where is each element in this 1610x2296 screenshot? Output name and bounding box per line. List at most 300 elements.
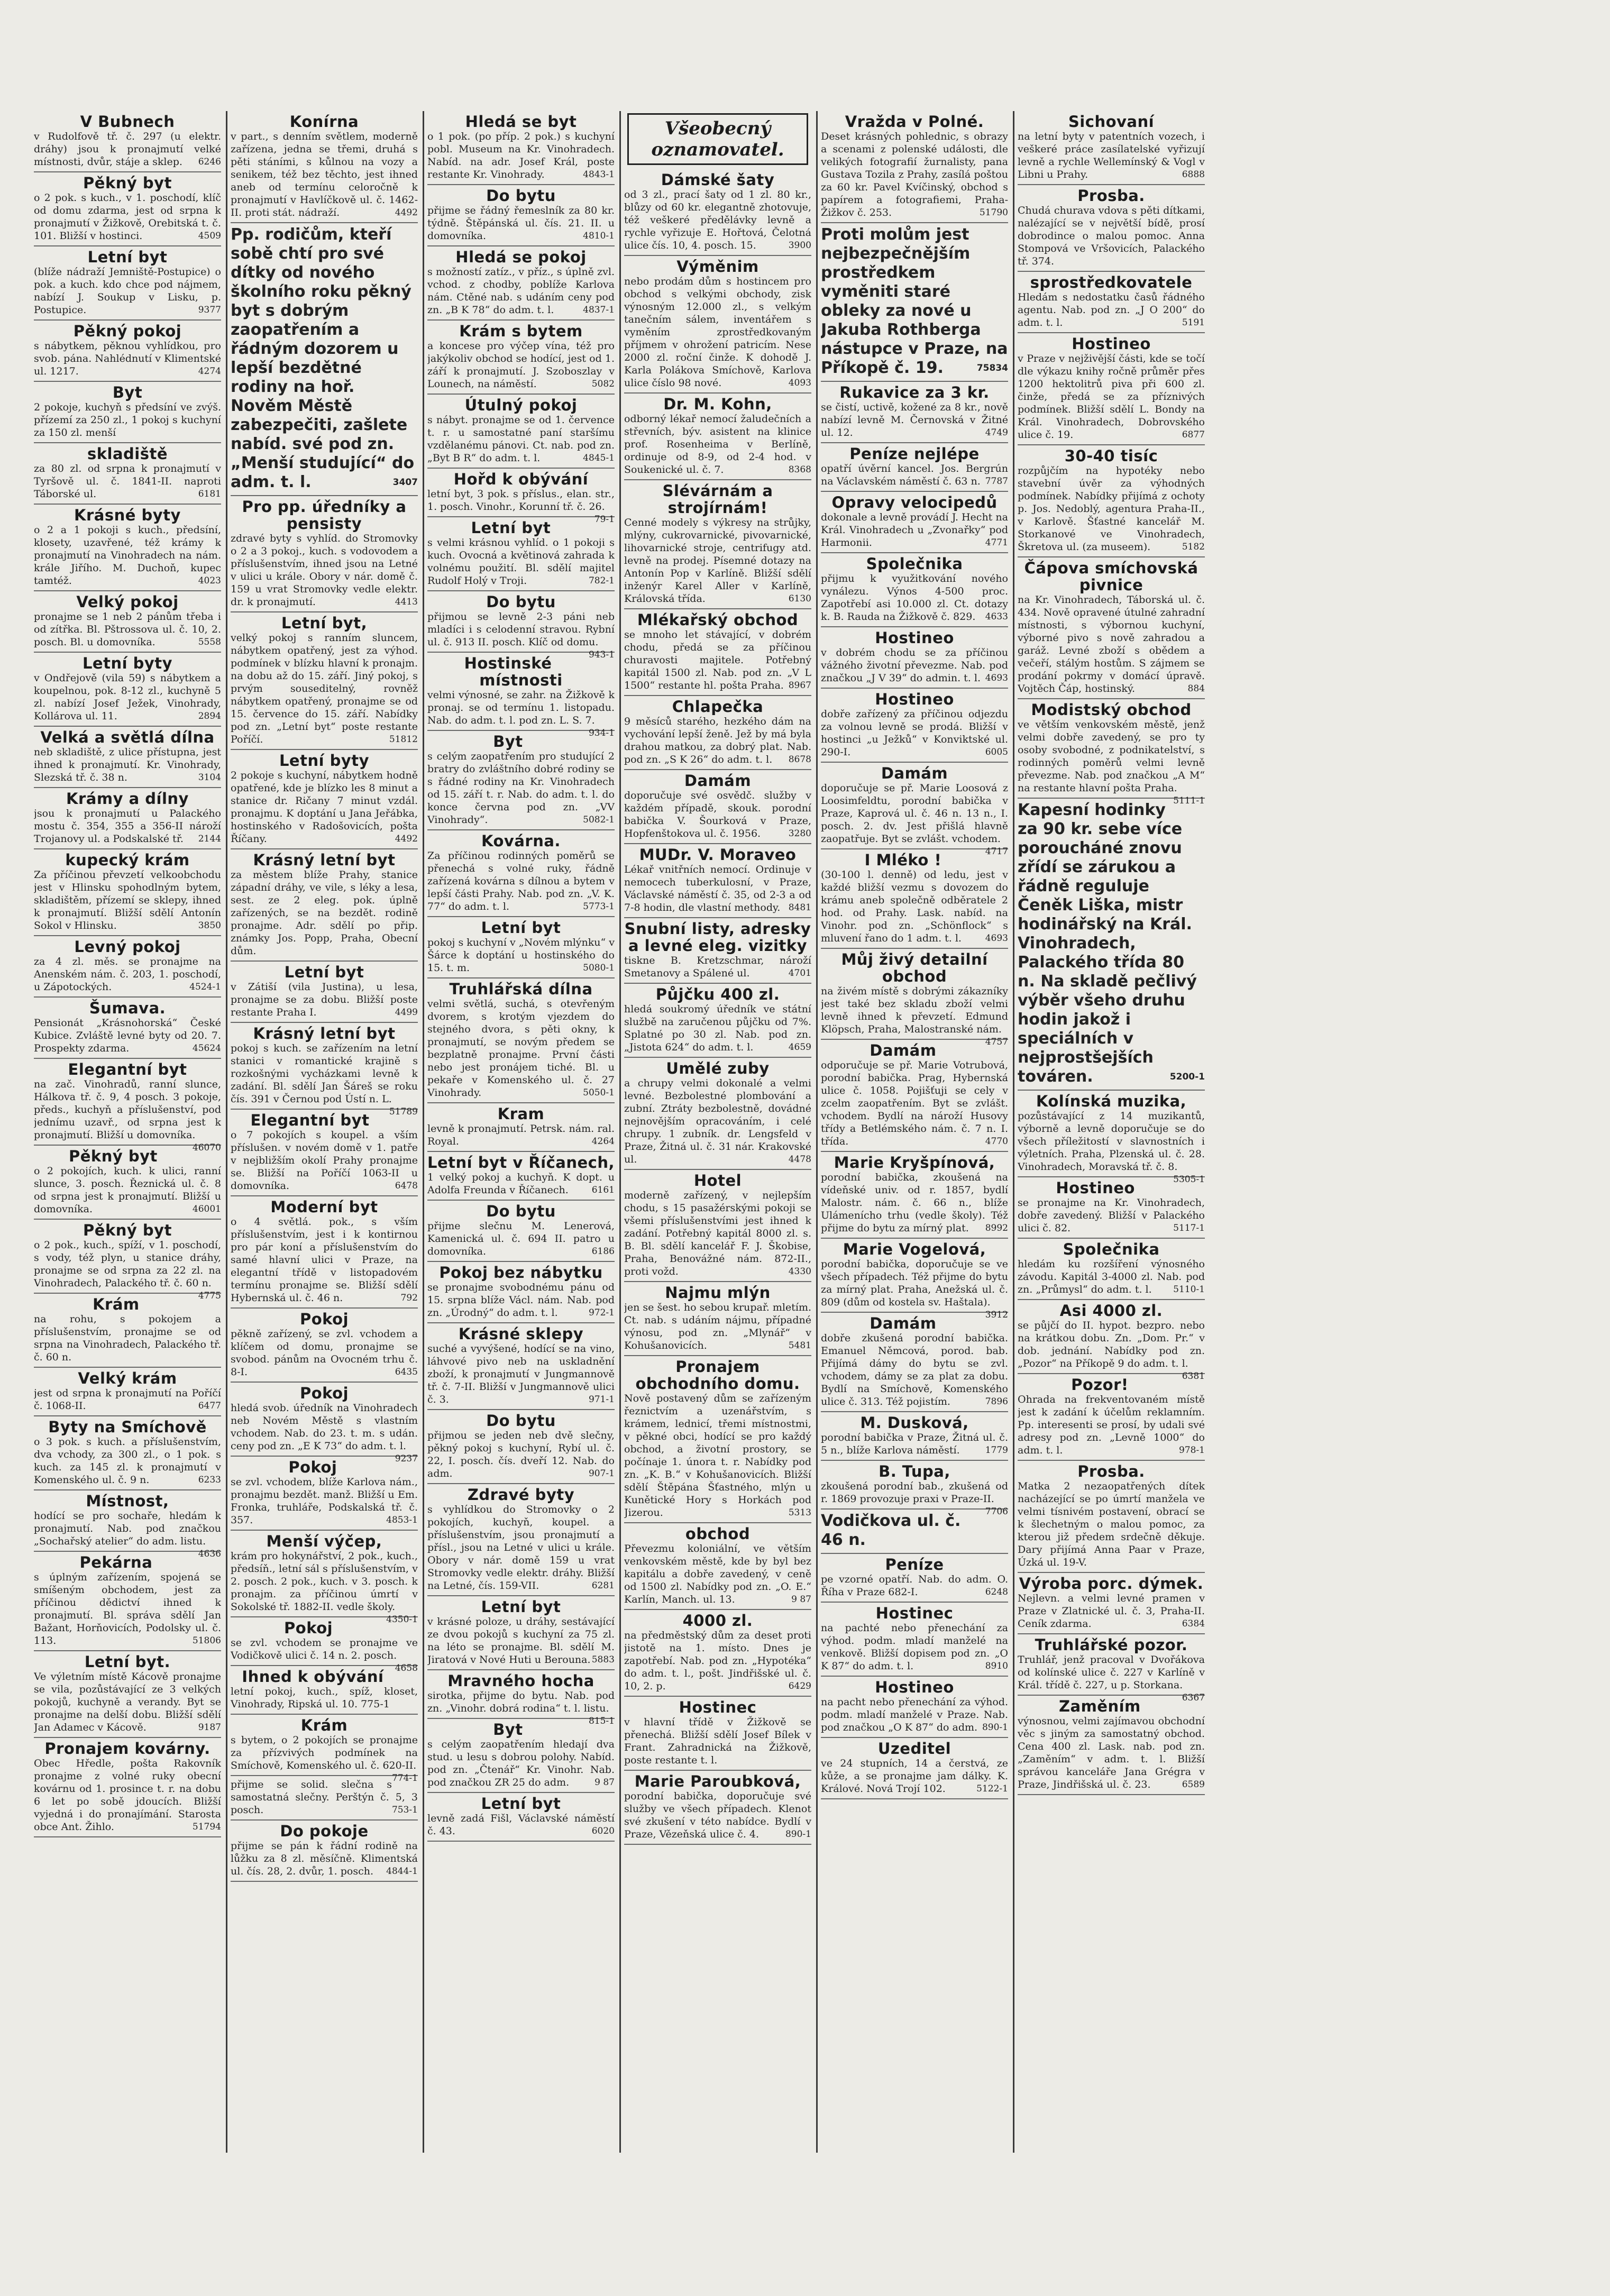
classified-ad: [1018, 799, 1205, 1091]
ad-title: I Mléko !: [864, 851, 942, 869]
classified-ad: [821, 1152, 1008, 1239]
ad-body: zdravé byty s vyhlíd. do Stromovky o 2 a 3 pokoj., kuch. s vodovodem a příslušenstvím, ihned jsou na Letné v ulici u krále. Obory v nár. domě č. 159 u vrat Stromovky vedle elektr. dr. k pronajmutí.: [231, 533, 418, 608]
classified-ad: [1018, 699, 1205, 806]
classified-ad: [34, 443, 221, 505]
ad-title: Opravy velocipedů: [831, 493, 998, 511]
ad-body: velký pokoj s ranním sluncem, nábytkem opatřený, jest za výhod. podmínek v blízku hlavní k pronajm. na dobu až do 15. září. Jiný pokoj, s prvým souseditelný, rovněž nábytkem opatřený, pronajme se od 15. července do 15. září. Nabídky pod zn. „Letní byt“ poste restante Poříčí.: [231, 632, 418, 745]
ad-number: 4749: [985, 427, 1008, 438]
ad-number: 6005: [985, 747, 1008, 757]
ad-number: 8992: [985, 1223, 1008, 1233]
ad-title: Krámy a dílny: [66, 790, 189, 808]
classified-ad: [624, 984, 811, 1058]
ad-text: [231, 769, 418, 845]
ad-body: pozůstávající z 14 muzikantů, výborně a levně doporučuje se do všech příležitostí v slavnostních i výletních. Praha, Plzenská ul. č. 28. Vinohradech, Moravská tř. č. 8.: [1018, 1110, 1205, 1173]
classified-ad: [1018, 1300, 1205, 1382]
ad-number: 4093: [788, 378, 811, 388]
ad-text: [427, 1429, 615, 1480]
ad-number: 7896: [985, 1396, 1008, 1407]
ad-body: porodní babička, zkoušená na vídeňské univ. od r. 1857, bydlí Malostr. nám. č. 66 n., blíže Ulámenícho trhu (vedle školy). Též přijme do bytu za mírný plat.: [821, 1172, 1008, 1234]
ad-text: [821, 868, 1008, 945]
classified-ad: [821, 1738, 1008, 1799]
ad-body: na pachté nebo přenechání za výhod. podm. mladí manželé na venkově. Bližší dopisem pod zn. „O K 87“ do adm. t. l.: [821, 1622, 1008, 1672]
ad-body: 1 velký pokoj a kuchyň. K dopt. u Adolfa Freunda v Říčanech.: [427, 1172, 615, 1196]
ad-number: 774-1: [391, 1773, 418, 1783]
ad-number: 4775: [198, 1291, 221, 1301]
ad-number: 6161: [591, 1185, 615, 1195]
column-rule: [816, 111, 818, 2153]
ad-text: [1018, 1592, 1205, 1630]
ad-body: s vyhlídkou do Stromovky o 2 pokojích, kuchyň, koupel. a příslušenstvím, jsou pronajmutí a přísl., jsou na Letné v ulici u krále. Obory v nár. domě 159 u vrat Stromovky vedle elektr. dráhy. Bližší na Letné, čís. 159-VII.: [427, 1504, 615, 1591]
ad-text: [821, 572, 1008, 623]
ad-title: Můj živý detailní obchod: [841, 950, 988, 985]
ad-title: obchod: [685, 1525, 751, 1543]
ad-title: Damám: [870, 1041, 937, 1059]
ad-number: 51789: [389, 1106, 418, 1117]
ad-body: levně zadá Fišl, Václavské náměstí č. 43.: [427, 1813, 615, 1837]
ad-number: 4771: [985, 537, 1008, 548]
classified-ad: [427, 1596, 615, 1670]
column-4: [624, 111, 811, 2153]
ad-number: 978-1: [1178, 1445, 1205, 1456]
classified-ad: [624, 1523, 811, 1610]
ad-body: se zvl. vchodem se pronajme ve Vodičkově ulici č. 14 n. 2. posch.: [231, 1637, 418, 1661]
ad-title: Modistský obchod: [1031, 701, 1192, 719]
ad-body: s možností zatíz., v příz., s úplně zvl. vchod. z chodby, poblíže Karlova nám. Ctěné nab. s udáním ceny pod zn. „B K 78“ do adm. t. l.: [427, 266, 615, 316]
classified-ad: [231, 1776, 418, 1821]
ad-title: Výroba porc. dýmek.: [1019, 1575, 1204, 1593]
ad-number: 8368: [788, 464, 811, 475]
classified-ad: [1018, 185, 1205, 272]
ad-number: 5481: [788, 1340, 811, 1351]
ad-body: Lékař vnitřních nemocí. Ordinuje v nemocech tuberkulosní, v Praze, Václavské náměstí č. 35, od 2-3 a od 7-8 hodin, dle vlastní methody.: [624, 864, 811, 913]
ad-number: 5883: [591, 1654, 615, 1665]
ad-number: 6130: [788, 593, 811, 604]
ad-text: [427, 1122, 615, 1148]
ad-text: [34, 807, 221, 845]
ad-number: 5200-1: [1169, 1072, 1205, 1082]
ad-number: 9377: [198, 305, 221, 315]
classified-ad: [427, 978, 615, 1103]
ad-number: 4701: [788, 968, 811, 978]
ad-text: [821, 1059, 1008, 1148]
classified-ad: [821, 1313, 1008, 1412]
ad-title: Damám: [870, 1314, 937, 1332]
ad-number: 4844-1: [386, 1866, 418, 1877]
ad-body: o 2 pok. s kuch., v 1. poschodí, klíč od domu zdarma, jest od srpna k pronajmutí v Žižkově, Orebitská t. č. 101. Bližší v hostinci.: [34, 192, 221, 242]
classified-ad: [231, 1383, 418, 1464]
ad-title: Šumava.: [89, 999, 166, 1017]
ad-number: 4636: [198, 1549, 221, 1559]
ad-number: 6478: [395, 1181, 418, 1191]
ad-body: neb skladiště, z ulice přístupna, jest ihned k pronajmutí. Kr. Vinohrady, Slezská tř. č. 38 n.: [34, 746, 221, 783]
classified-ad: [34, 1368, 221, 1416]
ad-title: Letní byt v Říčanech,: [427, 1154, 615, 1172]
classified-ad: [231, 1309, 418, 1383]
classified-ad: [34, 1738, 221, 1837]
ad-number: 782-1: [588, 575, 615, 586]
ad-title: Pěkný byt: [69, 1147, 158, 1165]
ad-text: [34, 1510, 221, 1559]
ad-text: [1018, 352, 1205, 441]
classified-ad: [427, 653, 615, 738]
ad-title: Do pokoje: [280, 1822, 369, 1840]
ad-body: od 3 zl., prací šaty od 1 zl. 80 kr., blůzy od 60 kr. elegantně zhotovuje, též veškeré předělávky levně a rychle vyřizuje E. Hořtová, Čelotná ulice čís. 10, 4. posch. 15.: [624, 189, 811, 251]
ad-title: Dr. M. Kohn,: [663, 395, 772, 413]
ad-title: Pro pp. úředníky a pensisty: [242, 498, 407, 533]
ad-number: 4693: [985, 933, 1008, 944]
ad-body: 9 měsíců starého, hezkého dám na vychování lepší ženě. Jež by má byla drahou matkou, za dobrý plat. Nab. pod zn. „S K 26“ do adm. t. l.: [624, 716, 811, 765]
ad-body: na Kr. Vinohradech, Táborská ul. č. 434. Nově opravené útulné zahradní místnosti, s výbornou kuchyní, výborné pivo s nově zahradou a garáž. Levné zboží s obědem a večeří, stálým hostům. S zájmem se prodání pokrmy v domácí úpravě. Vojtěch Čáp, hostinský.: [1018, 594, 1205, 694]
ad-body: Nejlevn. a velmi levné pramen v Praze v Zlatnické ul. č. 3, Praha-II. Ceník zdarma.: [1018, 1593, 1205, 1630]
ad-title: Půjčku 400 zl.: [655, 985, 780, 1003]
ad-number: 51794: [192, 1822, 221, 1832]
ad-title: Hostinec: [875, 1604, 954, 1622]
ad-text: [821, 1332, 1008, 1408]
ad-title: Zdravé byty: [467, 1486, 575, 1504]
ad-body: přijmou se jeden neb dvě slečny, pěkný pokoj s kuchyní, Rybí ul. č. 22, I. posch. čís. dveří 12. Nab. do adm.: [427, 1430, 615, 1479]
ad-number: 3104: [198, 772, 221, 783]
ad-title: Hledá se pokoj: [455, 248, 587, 266]
ad-text: [821, 708, 1008, 758]
ad-title: kupecký krám: [65, 851, 190, 869]
ad-title: Hledá se byt: [465, 113, 577, 131]
ad-text: [231, 868, 418, 957]
ad-number: 4658: [395, 1663, 418, 1673]
ad-number: 9237: [395, 1453, 418, 1464]
ad-body: hledá svob. úředník na Vinohradech neb Novém Městě s vlastním vchodem. Nab. do 23. t. m. s udán. ceny pod zn. „E K 73“ do adm. t. l.: [231, 1402, 418, 1452]
classified-ad: [231, 1196, 418, 1309]
ad-body: Cenné modely s výkresy na strůjky, mlýny, cukrovarnické, pivovarnické, lihovarnické stroje, centrifugy atd. levně na prodej. Písemné dotazy na Antonín Pop v Karlíně. Bližší sdělí inženýr Karel Aller v Karlíně, Královská třída.: [624, 517, 811, 605]
ad-body: Nově postavený dům se zařízeným řeznictvím a uzenářstvím, s krámem, lednicí, třemi místnostmi, v pěkné obci, hodící se pro každý obchod, a životní prostory, se počínaje 1. února t. r. Nabídky pod zn. „K. B.“ v Kohušanovicích. Bližší sdělí Štěpána Šťastného, mlýn u Kunětické Hory s Horkách pod Jizerou.: [624, 1393, 811, 1519]
classified-ad: [624, 1170, 811, 1282]
ad-body: výnosnou, velmi zajímavou obchodní věc s jiným za samostatný obchod. Cena 400 zl. Lask. nab. pod zn. „Zaměním“ v adm. t. l. Bližší správou kanceláře Jana Grégra v Praze, Jindřišská ul. č. 23.: [1018, 1715, 1205, 1790]
ad-body: porodní babička, doporučuje své služby ve všech případech. Klenot své zkušení v této nabídce. Bydlí v Praze, Vězeňská ulice č. 4.: [624, 1790, 811, 1840]
classified-ad: [427, 395, 615, 469]
ad-body: sirotka, přijme do bytu. Nab. pod zn. „Vinohr. dobrá rodina“ t. l. listu.: [427, 1690, 615, 1714]
ad-title: Chlapečka: [672, 698, 764, 716]
ad-text: [34, 1017, 221, 1055]
ad-number: 4264: [591, 1136, 615, 1147]
ad-body: levně k pronajmutí. Petrsk. nám. ral. Royal.: [427, 1123, 615, 1147]
classified-ad: [231, 612, 418, 750]
ad-text: [34, 1387, 221, 1412]
ad-number: 943-1: [588, 650, 615, 660]
ad-body: Pensionát „Krásnohorská“ České Kubice. Zvláště levné byty od 20. 7. Prospekty zdarma.: [34, 1017, 221, 1054]
ad-text: [34, 340, 221, 378]
classified-ad: [231, 496, 418, 612]
ad-title: Moderní byt: [270, 1198, 378, 1216]
classified-ad: [427, 1152, 615, 1201]
classified-ad: [231, 1110, 418, 1196]
ad-title: Velký pokoj: [76, 593, 179, 611]
ad-number: 46070: [192, 1142, 221, 1153]
classified-ad: [34, 1059, 221, 1153]
ad-title: Kolínská muzika,: [1036, 1092, 1187, 1110]
ad-body: v krásné poloze, u dráhy, sestávající ze dvou pokojů s kuchyní za 75 zl. na léto se pronajme. Bl. sdělí M. Jiratová v Nové Huti u Berouna.: [427, 1616, 615, 1666]
ad-body: s nábytkem, pěknou vyhlídkou, pro svob. pána. Nahlédnutí v Klimentské ul. 1217.: [34, 340, 221, 377]
ad-body: o 7 pokojích s koupel. a vším příslušen. v novém domě v 1. patře v nejbližším okolí Prahy pronajme se. Bližší na Poříčí 1063-II u domovníka.: [231, 1129, 418, 1192]
ad-number: 6877: [1182, 429, 1205, 440]
ad-number: 972-1: [588, 1307, 615, 1318]
ad-body: se půjčí do II. hypot. bezpro. nebo na krátkou dobu. Zn. „Dom. Pr.“ v dob. jednání. Nabídky pod zn. „Pozor“ na Příkopě 9 do adm. t. l.: [1018, 1320, 1205, 1369]
ad-body: na rohu, s pokojem a příslušenstvím, pronajme se od srpna na Vinohradech, Palackého tř. č. 60 n.: [34, 1313, 221, 1363]
ad-text: [231, 1734, 418, 1783]
ad-title: Asi 4000 zl.: [1059, 1302, 1163, 1320]
ad-body: a chrupy velmi dokonalé a velmi levné. Bezbolestné plombování a zubní. Ztráty bezbolestně, dovádné nejnovějším opracováním, i celé chrupy. 1 zubník. dr. Lengsfeld v Praze, Žitná ul. č. 31 nár. Krakovské ul.: [624, 1077, 811, 1165]
ad-title: Hostinské místnosti: [464, 654, 563, 689]
classified-ad: [1018, 1239, 1205, 1300]
ad-text: [1018, 1653, 1205, 1703]
ad-number: 5082: [591, 379, 615, 389]
ad-body: na pacht nebo přenechání za výhod. podm. mladí manželé v Praze. Nab. pod značkou „O K 87“ do adm.: [821, 1696, 1008, 1733]
ad-number: 4717: [985, 846, 1008, 857]
ad-text: [624, 516, 811, 605]
classified-ad: [624, 844, 811, 918]
ad-text: [34, 955, 221, 993]
ad-number: 3407: [392, 477, 418, 488]
ad-text: [231, 1636, 418, 1673]
ad-title: Levný pokoj: [74, 938, 181, 956]
ad-text: [427, 936, 615, 974]
classified-ad: [427, 517, 615, 591]
ad-number: 5305-1: [1173, 1174, 1205, 1185]
ad-body: o 2 pok., kuch., spíží, v 1. poschodí, s vody, též plyn, u stanice dráhy, pronajme se od srpna za 22 zl. na Vinohradech, Palackého tř. č. 60 n.: [34, 1239, 221, 1289]
classified-ad: [231, 1666, 418, 1715]
ad-text: [34, 1670, 221, 1734]
ad-text: [231, 130, 418, 219]
classified-ad: [1018, 1461, 1205, 1573]
ad-text: [821, 401, 1008, 439]
ad-body: o 3 pok. s kuch. a příslušenstvím, dva vchody, za 300 zl., o 1 pok. s kuch. za 145 zl. k pronajmutí v Komenského ul. č. 9 n.: [34, 1436, 221, 1486]
classified-ad: [34, 321, 221, 382]
ad-title: Prosba.: [1077, 1462, 1145, 1480]
ad-body: velmi světlá, suchá, s otevřeným dvorem, s krotým vjezdem do stejného dvora, s pěti okny, k pronajmutí, se novým předem se bezplatně pronajme. První části nebo jest pronájem tiché. Bl. u pekaře v Komenského ul. č. 27 Vinohrady.: [427, 998, 615, 1099]
classified-ad: [624, 1697, 811, 1771]
ad-body: přijme se pán k řádní rodině na lůžku za 8 zl. měsíčně. Klimentská ul. čís. 28, 2. dvůr, 1. posch.: [231, 1840, 418, 1877]
ad-body: dokonale a levně provádí J. Hecht na Král. Vinohradech u „Zvonařky“ pod Harmonii.: [821, 511, 1008, 548]
ad-text: [231, 1550, 418, 1625]
ad-title: Konírna: [289, 113, 359, 131]
ad-body: v Ondřejově (vila 59) s nábytkem a koupelnou, pok. 8-12 zl., kuchyně 5 zl. nabízí Josef Ježek, Vinohrady, Kollárova ul. 11.: [34, 672, 221, 722]
ad-number: 4659: [788, 1042, 811, 1053]
ad-text: [821, 462, 1008, 488]
ad-text: [427, 1503, 615, 1592]
ad-title: Byt: [493, 1721, 523, 1739]
classified-ad: [427, 731, 615, 830]
ad-title: Pokoj bez nábytku: [439, 1264, 603, 1282]
ad-title: Pěkný byt: [83, 1221, 172, 1239]
ad-body: hledá soukromý úředník ve státní službě na zaručenou půjčku od 7%. Splatné po 30 zl. Nab. pod zn. „Jistota 624“ do adm. t. l.: [624, 1003, 811, 1053]
ad-body: opatří úvěrní kancel. Jos. Bergrún na Václavském náměstí č. 63 n.: [821, 463, 1008, 487]
ad-body: za 80 zl. od srpna k pronajmutí v Tyršově ul. č. 1841-II. naproti Táborské ul.: [34, 463, 221, 500]
ad-body: odborný lékař nemocí žaludečních a střevních, býv. asistent na klinice prof. Rosenheima v Berlíně, ordinuje od 8-9, od 2-4 hod. v Soukenické ul. č. 7.: [624, 413, 811, 475]
ad-title: Umělé zuby: [666, 1059, 770, 1077]
ad-body: se zvl. vchodem, blíže Karlova nám., pronajmu bezdět. manž. Bližší u Em. Fronka, truhláře, Podskalská tř. č. 357.: [231, 1476, 418, 1526]
ad-text: [624, 1003, 811, 1054]
ad-body: ve větším venkovském městě, jenž velmi dobře zavedený, se pro ty osoby svobodné, z podnikatelství, s rodinných poměrů velmi levně převezme. Nab. pod značkou „A M“ na restante hlavní pošta Praha.: [1018, 719, 1205, 794]
ad-body: v part., s denním světlem, moderně zařízena, jedna se třemi, druhá s pěti stáními, s kůlnou na vozy a senikem, též bez těchto, jest ihned aneb od termínu celoročně k pronajmutí v Havlíčkově ul. č. 1462-II. proti stát. nádraží.: [231, 131, 418, 218]
classified-ad: [1018, 1634, 1205, 1703]
classified-ad: [821, 553, 1008, 627]
ad-number: 4492: [395, 207, 418, 218]
ad-text: [821, 1573, 1008, 1598]
classified-ad: [427, 246, 615, 321]
ad-title: Pokoj: [299, 1384, 349, 1402]
classified-ad: [231, 750, 418, 849]
ad-title: Krám: [93, 1295, 140, 1313]
ad-title: Do bytu: [486, 593, 556, 611]
ad-text: [427, 849, 615, 913]
column-rule: [226, 111, 227, 2153]
ad-body: tiskne B. Kretzschmar, nároží Smetanovy a Spálené ul.: [624, 955, 811, 979]
classified-ad: [821, 949, 1008, 1047]
ad-number: 5182: [1182, 542, 1205, 552]
ad-body: v Zátiší (vila Justina), u lesa, pronajme se za dobu. Bližší poste restante Praha I.: [231, 981, 418, 1018]
classified-ad: [1018, 1696, 1205, 1795]
ad-title: Hořd k obývání: [453, 470, 589, 488]
ad-title: Letní byt: [481, 919, 561, 937]
classified-ad: [821, 763, 1008, 857]
ad-number: 4845-1: [583, 453, 615, 463]
ad-title: Letní byt: [284, 963, 364, 981]
classified-ad: [34, 653, 221, 727]
ad-title: Do bytu: [486, 187, 556, 205]
ad-number: 934-1: [588, 728, 615, 738]
ad-title: Čápova smíchovská pivnice: [1024, 559, 1199, 594]
ad-body: doporučuje se př. Marie Loosová z Loosimfeldtu, porodní babička v Praze, Kaprová ul. č. 46 n. 13 n., I. posch. 2. dv. Jest přišlá hlavně zaopatřuje. Byt se zvlášt. vchodem.: [821, 782, 1008, 845]
ad-title: Výměnim: [676, 258, 759, 276]
ad-body: s úplným zařízením, spojená se smíšeným obchodem, jest za příčinou dědictví ihned k pronajmutí. Bl. správa sdělí Jan Bažant, Horňovicích, Podolsky ul. č. 113.: [34, 1571, 221, 1646]
ad-number: 6367: [1182, 1693, 1205, 1703]
classified-ad: [34, 1220, 221, 1301]
ad-body: moderně zařízený, v nejlepším chodu, s 15 pasažérskými pokoji se všemi příslušenstvími jest ihned k zadání. Potřebný kapitál 8000 zl. s. B. Bl. sdělí kancelář F. J. Škobise, Praha, Benovážné nám. 872-II., proti vožd.: [624, 1190, 811, 1277]
ad-title: Ihned k obývání: [242, 1668, 384, 1686]
ad-text: [34, 191, 221, 242]
classified-ad: [34, 1490, 221, 1559]
column-rule: [619, 111, 621, 2153]
classified-ad: [624, 1356, 811, 1523]
ad-text: [624, 1629, 811, 1693]
classified-ad: [231, 1457, 418, 1531]
ad-number: 4509: [198, 231, 221, 241]
ad-title: skladiště: [87, 445, 168, 463]
ad-text: [624, 1077, 811, 1166]
ad-text: [231, 1476, 418, 1526]
classified-ad: [1018, 1573, 1205, 1634]
ad-body: se pronajme na Kr. Vinohradech, dobře zavedený. Bližší v Palackého ulici č. 82.: [1018, 1197, 1205, 1234]
ad-title: Truhlářská dílna: [449, 980, 593, 998]
ad-title: Elegantní byt: [250, 1111, 370, 1129]
ad-number: 2894: [198, 711, 221, 721]
ad-text: [1018, 593, 1205, 695]
ad-body: jest od srpna k pronajmutí na Poříčí č. 1068-II.: [34, 1387, 221, 1412]
ad-body: Za příčinou převzetí velkoobchodu jest v Hlinsku spohodlným bytem, skladištěm, přízemí se sklepy, ihned k pronajmutí. Bližší sdělí Antonín Sokol v Hlinsku.: [34, 869, 221, 931]
classified-ad: [427, 1670, 615, 1726]
ad-body: pokoj s kuch. se zařízením na letní stanici v romantické krajině s rozkošnými vycházkami levně k zadání. Bl. sdělí Jan Šáreš se roku čís. 391 v Černou pod Ústí n. L.: [231, 1042, 418, 1105]
classified-ad: [427, 185, 615, 246]
ad-title: Hostineo: [1056, 1179, 1135, 1197]
classified-ad: [821, 443, 1008, 492]
ad-title: V Bubnech: [80, 113, 175, 131]
ad-text: [231, 1129, 418, 1192]
ad-text: [231, 532, 418, 608]
ad-text: [624, 1542, 811, 1606]
ad-number: 8910: [985, 1661, 1008, 1671]
ad-body: 2 pokoje s kuchyní, nábytkem hodně opatřené, kde je blízko les 8 minut a stanice dr. Ričany 7 minut vzdál. pronajmu. K doptání u Jana Jeřábka, hostinského v Radošovicích, pošta Říčany.: [231, 770, 418, 845]
ad-number: 9 87: [594, 1777, 615, 1788]
ad-number: 890-1: [785, 1829, 811, 1840]
ad-text: [624, 188, 811, 252]
ad-title: Truhlářské pozor.: [1035, 1636, 1188, 1654]
ad-text: [821, 1258, 1008, 1320]
ad-title: Místnost,: [86, 1492, 169, 1510]
classified-ad: [34, 246, 221, 321]
ad-number: 6281: [591, 1580, 615, 1591]
ad-text: [34, 1165, 221, 1215]
ad-title: Krám s bytem: [459, 322, 583, 340]
ad-text: [624, 789, 811, 840]
ad-number: 51790: [979, 207, 1008, 218]
ad-text: [821, 1171, 1008, 1234]
classified-ad: [821, 492, 1008, 553]
classified-ad: [821, 223, 1008, 382]
classified-ad: [1018, 1374, 1205, 1461]
ad-number: 6186: [591, 1246, 615, 1257]
classified-ad: [821, 1412, 1008, 1461]
ad-number: 7787: [985, 476, 1008, 487]
classified-ad: [1018, 557, 1205, 699]
classified-ad: [1018, 1177, 1205, 1239]
ad-body: se mnoho let stávající, v dobrém chodu, předá se za příčinou churavosti majitele. Potřebný kapitál 1500 zl. Nab. pod zn. „V L 1500“ restante hl. pošta Praha.: [624, 629, 811, 691]
ad-body: Ohrada na frekventovaném místě jest k zadání k účelům reklamním. Pp. interesenti se prosí, by udali své adresy pod zn. „Levně 1000“ do adm. t. l.: [1018, 1394, 1205, 1456]
ad-body: velmi výnosné, se zahr. na Žižkově k pronaj. se od termínu 1. listopadu. Nab. do adm. t. l. pod zn. L. S. 7.: [427, 689, 615, 726]
ad-number: 6589: [1182, 1779, 1205, 1790]
ad-display-text: [821, 225, 1008, 378]
classified-ad: [1018, 333, 1205, 445]
classified-ad: [427, 1201, 615, 1262]
ad-text: [34, 401, 221, 439]
ad-number: 4693: [985, 673, 1008, 683]
ad-body: za 4 zl. měs. se pronajme na Anenském nám. č. 203, 1. poschodí, u Zápotockých.: [34, 956, 221, 993]
ad-text: [427, 414, 615, 464]
ad-body: a koncese pro výčep vína, též pro jakýkoliv obchod se hodící, jest od 1. září k pronajmutí. J. Szoboszlay v Lounech, na náměstí.: [427, 340, 615, 390]
ad-number: 8678: [788, 754, 811, 765]
ad-text: [821, 1431, 1008, 1457]
ad-number: 9 87: [791, 1594, 811, 1605]
ad-text: [231, 1215, 418, 1304]
classified-ad: [821, 1554, 1008, 1603]
ad-text: [34, 1757, 221, 1833]
classified-ad: [624, 394, 811, 480]
column-6: [1018, 111, 1205, 2153]
ad-body: na letní byty v patentních vozech, i veškeré práce zasílatelské vyřizují levně a rychle Wellemínský & Vogl v Libni u Prahy.: [1018, 131, 1205, 180]
classified-ad: [821, 382, 1008, 443]
ad-title: Velký krám: [78, 1369, 177, 1387]
ad-number: 5082-1: [583, 815, 615, 825]
ad-text: [34, 746, 221, 784]
ad-body: pokoj s kuchyní v „Novém mlýnku“ v Šárce k doptání u hostinského do 15. t. m.: [427, 937, 615, 974]
ad-title: Hotel: [693, 1172, 742, 1190]
ad-text: [1018, 1715, 1205, 1791]
ad-number: 6381: [1182, 1371, 1205, 1382]
ad-number: 5558: [198, 637, 221, 647]
ad-text: [231, 632, 418, 746]
ad-body: za městem blíže Prahy, stanice západní dráhy, ve vile, s léky a lesa, sest. ze 2 eleg. pok. úplně zařízených, se na bezdět. rodině pronajme. Adr. sdělí po přip. známky Jos. Popp, Praha, Obecní dům.: [231, 869, 418, 957]
ad-text: [231, 1778, 418, 1816]
ad-body: letní pokoj, kuch., spíž, kloset, Vinohrady, Ripská ul. 10. 775-1: [231, 1686, 418, 1710]
ad-title: Hostineo: [875, 1678, 954, 1696]
ad-text: [1018, 1319, 1205, 1382]
